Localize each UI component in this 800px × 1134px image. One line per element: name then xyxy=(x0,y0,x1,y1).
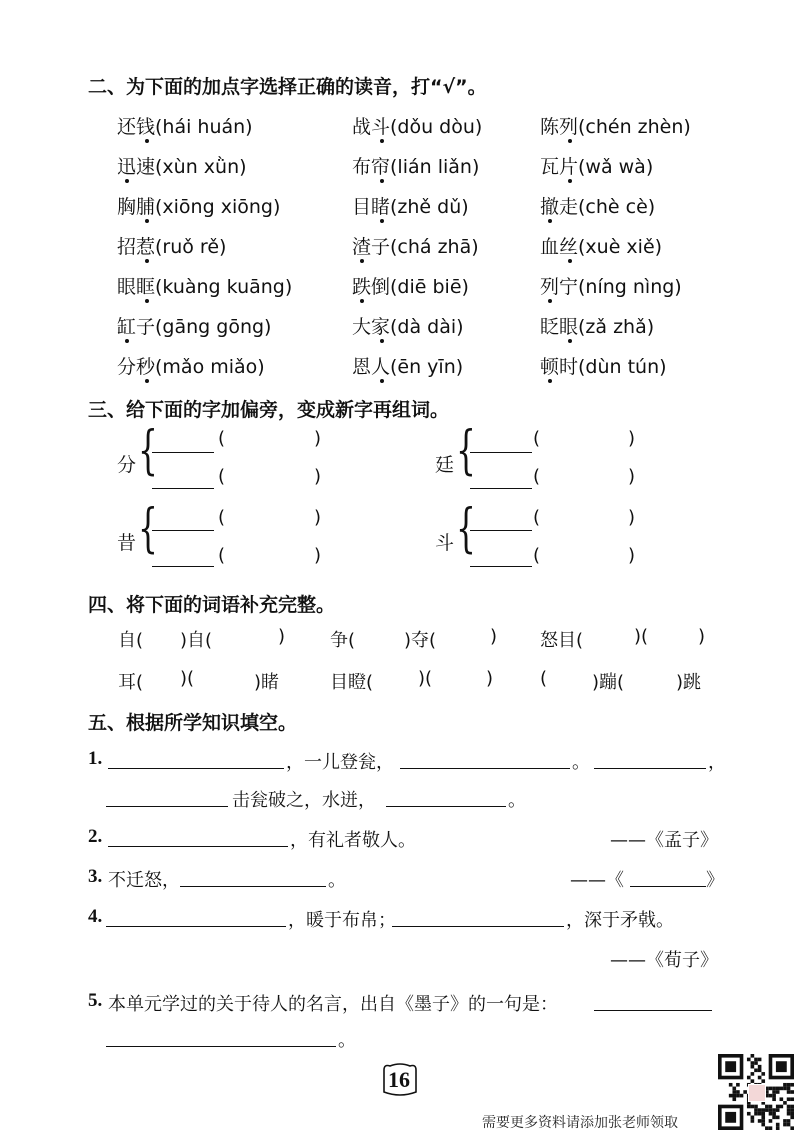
question-text: 。 xyxy=(508,790,526,811)
source-citation: ——《孟子》 xyxy=(610,830,718,851)
question-text: 击瓮破之，水迸， xyxy=(232,790,376,811)
emphasis-dot xyxy=(145,139,149,143)
answer-blank[interactable] xyxy=(152,566,214,567)
brace-icon: { xyxy=(138,499,158,559)
answer-blank[interactable] xyxy=(106,1046,336,1047)
idiom-fragment: )跳 xyxy=(676,672,702,693)
section-4-title: 四、将下面的词语补充完整。 xyxy=(88,594,336,616)
paren-open: ( xyxy=(533,466,541,487)
emphasis-dot xyxy=(380,339,384,343)
paren-close: ) xyxy=(314,507,322,528)
paren-close: ) xyxy=(314,545,322,566)
question-number: 4. xyxy=(88,906,103,927)
pinyin-item[interactable]: 目睹(zhě dǔ) xyxy=(352,196,469,218)
answer-blank[interactable] xyxy=(152,488,214,489)
source-close: 》 xyxy=(706,870,724,891)
question-number: 2. xyxy=(88,826,103,847)
pinyin-item[interactable]: 还钱(hái huán) xyxy=(117,116,253,138)
question-text: ，暖于布帛； xyxy=(288,910,396,931)
pinyin-item[interactable]: 跌倒(diē biē) xyxy=(352,276,469,298)
idiom-fragment: ) xyxy=(278,626,286,647)
answer-blank[interactable] xyxy=(470,452,532,453)
paren-open: ( xyxy=(218,507,226,528)
qr-code xyxy=(718,1054,794,1130)
pinyin-item[interactable]: 列宁(níng nìng) xyxy=(540,276,682,298)
idiom-fragment: 耳( xyxy=(118,672,144,693)
pinyin-item[interactable]: 恩人(ēn yīn) xyxy=(352,356,464,378)
idiom-fragment: 争( xyxy=(330,630,356,651)
source-citation: ——《荀子》 xyxy=(610,950,718,971)
pinyin-item[interactable]: 布帘(lián liǎn) xyxy=(352,156,480,178)
emphasis-dot xyxy=(380,139,384,143)
pinyin-item[interactable]: 缸子(gāng gōng) xyxy=(117,316,272,338)
pinyin-item[interactable]: 血丝(xuè xiě) xyxy=(540,236,663,258)
question-text: ，有礼者敬人。 xyxy=(290,830,416,851)
section-2-title: 二、为下面的加点字选择正确的读音，打“√”。 xyxy=(88,76,487,98)
answer-blank[interactable] xyxy=(108,846,288,847)
emphasis-dot xyxy=(145,299,149,303)
radical-char: 廷 xyxy=(435,454,455,476)
question-number: 3. xyxy=(88,866,103,887)
question-number: 5. xyxy=(88,990,103,1011)
question-text: ，深于矛戟。 xyxy=(566,910,674,931)
answer-blank[interactable] xyxy=(392,926,564,927)
answer-blank[interactable] xyxy=(106,806,228,807)
emphasis-dot xyxy=(568,259,572,263)
paren-open: ( xyxy=(533,507,541,528)
answer-blank[interactable] xyxy=(470,530,532,531)
emphasis-dot xyxy=(380,179,384,183)
emphasis-dot xyxy=(568,339,572,343)
section-5-title: 五、根据所学知识填空。 xyxy=(88,712,298,734)
idiom-fragment: 目瞪( xyxy=(330,672,374,693)
paren-open: ( xyxy=(218,466,226,487)
paren-close: ) xyxy=(628,507,636,528)
emphasis-dot xyxy=(380,379,384,383)
emphasis-dot xyxy=(568,139,572,143)
pinyin-item[interactable]: 陈列(chén zhèn) xyxy=(540,116,691,138)
pinyin-item[interactable]: 眨眼(zǎ zhǎ) xyxy=(540,316,655,338)
idiom-fragment: ) xyxy=(490,626,498,647)
answer-blank[interactable] xyxy=(470,488,532,489)
paren-open: ( xyxy=(218,545,226,566)
emphasis-dot xyxy=(360,299,364,303)
idiom-fragment: 自( xyxy=(118,630,144,651)
emphasis-dot xyxy=(568,179,572,183)
emphasis-dot xyxy=(125,179,129,183)
idiom-fragment: )( xyxy=(634,626,649,647)
answer-blank[interactable] xyxy=(400,768,570,769)
paren-open: ( xyxy=(533,545,541,566)
source-open: ——《 xyxy=(570,870,624,891)
paren-close: ) xyxy=(628,428,636,449)
radical-char: 分 xyxy=(117,454,137,476)
paren-open: ( xyxy=(218,428,226,449)
idiom-fragment: )蹦( xyxy=(592,672,625,693)
idiom-fragment: )( xyxy=(418,668,433,689)
paren-close: ) xyxy=(314,428,322,449)
page-number: 16 xyxy=(388,1067,410,1092)
question-text: 。 xyxy=(328,870,346,891)
emphasis-dot xyxy=(548,379,552,383)
answer-blank[interactable] xyxy=(594,1010,712,1011)
emphasis-dot xyxy=(548,299,552,303)
emphasis-dot xyxy=(145,379,149,383)
question-text: 。 xyxy=(338,1030,356,1051)
idiom-fragment: )睹 xyxy=(254,672,280,693)
pinyin-item[interactable]: 分秒(mǎo miǎo) xyxy=(117,356,265,378)
pinyin-item[interactable]: 迅速(xùn xǜn) xyxy=(117,156,247,178)
pinyin-item[interactable]: 顿时(dùn tún) xyxy=(540,356,667,378)
radical-char: 斗 xyxy=(435,532,455,554)
idiom-fragment: ) xyxy=(486,668,494,689)
answer-blank[interactable] xyxy=(180,886,326,887)
pinyin-item[interactable]: 招惹(ruǒ rě) xyxy=(117,236,227,258)
paren-close: ) xyxy=(628,545,636,566)
answer-blank[interactable] xyxy=(152,530,214,531)
paren-open: ( xyxy=(533,428,541,449)
section-3-title: 三、给下面的字加偏旁，变成新字再组词。 xyxy=(88,399,450,421)
idiom-fragment: 怒目( xyxy=(540,630,584,651)
answer-blank[interactable] xyxy=(386,806,506,807)
question-number: 1. xyxy=(88,748,103,769)
page-number-badge xyxy=(378,1062,422,1098)
question-text: 。 xyxy=(572,752,590,773)
idiom-fragment: )夺( xyxy=(404,630,437,651)
emphasis-dot xyxy=(360,259,364,263)
answer-blank[interactable] xyxy=(108,768,284,769)
paren-close: ) xyxy=(628,466,636,487)
question-text: ，一儿登瓮， xyxy=(286,752,394,773)
brace-icon: { xyxy=(456,421,476,481)
pinyin-item[interactable]: 大家(dà dài) xyxy=(352,316,464,338)
pinyin-item[interactable]: 撤走(chè cè) xyxy=(540,196,656,218)
radical-char: 昔 xyxy=(117,532,137,554)
answer-blank[interactable] xyxy=(106,926,286,927)
pinyin-item[interactable]: 胸脯(xiōng xiōng) xyxy=(117,196,281,218)
question-text: ， xyxy=(708,752,726,773)
emphasis-dot xyxy=(145,259,149,263)
pinyin-item[interactable]: 瓦片(wǎ wà) xyxy=(540,156,654,178)
idiom-fragment: )自( xyxy=(180,630,213,651)
answer-blank[interactable] xyxy=(630,886,706,887)
question-text: 本单元学过的关于待人的名言，出自《墨子》的一句是： xyxy=(108,994,558,1015)
pinyin-item[interactable]: 渣子(chá zhā) xyxy=(352,236,479,258)
footer-note: 需要更多资料请添加张老师领取 xyxy=(482,1115,678,1131)
paren-close: ) xyxy=(314,466,322,487)
avatar xyxy=(748,1084,766,1102)
idiom-fragment: ( xyxy=(540,668,548,689)
answer-blank[interactable] xyxy=(470,566,532,567)
idiom-fragment: )( xyxy=(180,668,195,689)
emphasis-dot xyxy=(145,219,149,223)
pinyin-item[interactable]: 战斗(dǒu dòu) xyxy=(352,116,483,138)
answer-blank[interactable] xyxy=(594,768,706,769)
emphasis-dot xyxy=(380,219,384,223)
brace-icon: { xyxy=(456,499,476,559)
answer-blank[interactable] xyxy=(152,452,214,453)
emphasis-dot xyxy=(548,219,552,223)
emphasis-dot xyxy=(125,339,129,343)
pinyin-item[interactable]: 眼眶(kuàng kuāng) xyxy=(117,276,293,298)
question-text: 不迁怒， xyxy=(108,870,180,891)
brace-icon: { xyxy=(138,421,158,481)
idiom-fragment: ) xyxy=(698,626,706,647)
